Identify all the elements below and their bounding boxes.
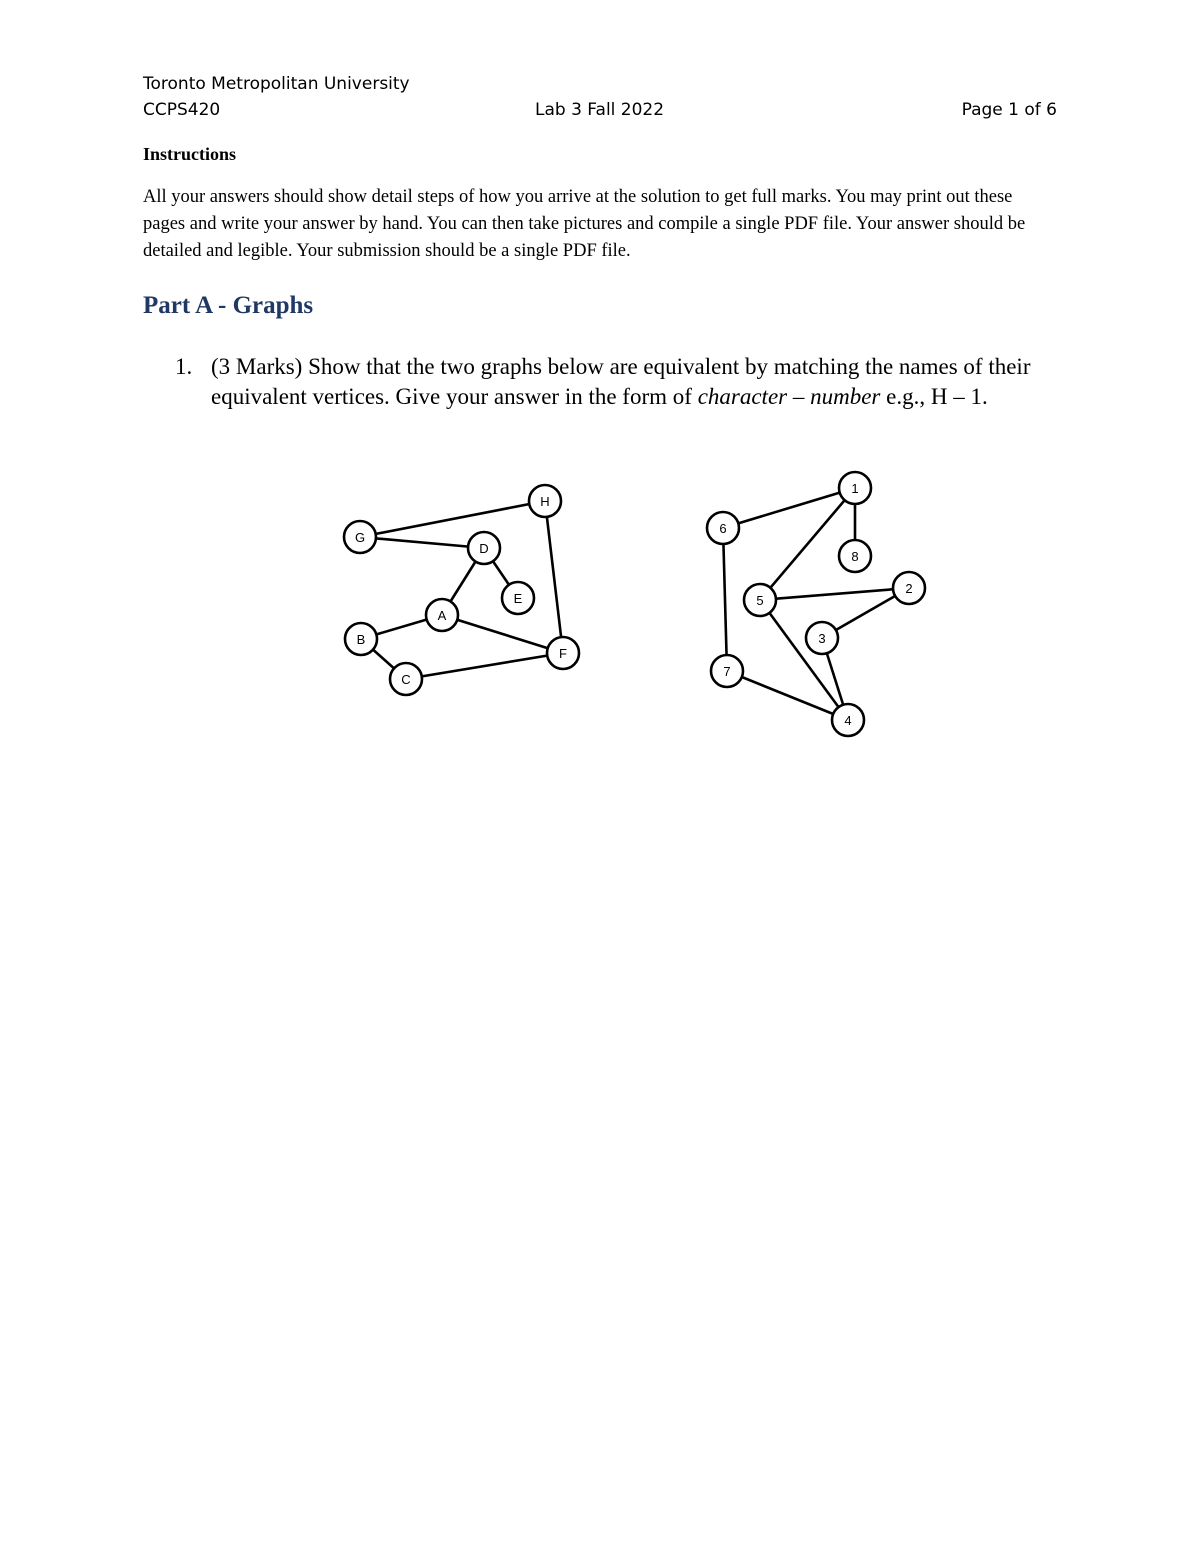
graph-right-node-label-1: 1: [851, 481, 859, 496]
graph-left-edge-A-F: [442, 615, 563, 653]
question-1-end-text: e.g., H – 1.: [880, 384, 988, 409]
graph-left-node-label-G: G: [354, 530, 366, 545]
graph-left-node-label-F: F: [559, 646, 567, 661]
graph-left-node-label-B: B: [356, 632, 366, 647]
question-1-main-text: (3 Marks) Show that the two graphs below are equivalent by matching the names of their equivalent vertices. Give your answer in the form of: [211, 354, 1031, 409]
graph-right-node-label-4: 4: [844, 713, 852, 728]
graph-right-node-label-6: 6: [719, 521, 727, 536]
graph-right-node-label-7: 7: [723, 664, 731, 679]
graph-left-node-label-H: H: [540, 494, 550, 509]
graph-right-edge-5-2: [760, 588, 909, 600]
header-lab: Lab 3 Fall 2022: [535, 100, 665, 120]
question-1-dash: –: [787, 384, 811, 409]
graph-right-node-label-5: 5: [756, 593, 764, 608]
graph-left-node-label-C: C: [401, 672, 411, 687]
graph-right-node-label-2: 2: [905, 581, 913, 596]
graph-right-edge-1-5: [760, 488, 855, 600]
instructions-title: Instructions: [143, 144, 237, 164]
graph-left-node-label-D: D: [479, 541, 489, 556]
graph-left-edge-C-F: [406, 653, 563, 679]
graph-right: [707, 472, 925, 736]
question-1-italic-character: character: [697, 384, 788, 409]
graph-left-edge-H-F: [545, 501, 563, 653]
graph-left-node-label-A: A: [437, 608, 447, 623]
graph-right-edge-6-7: [723, 528, 727, 671]
question-1-italic-number: number: [810, 384, 881, 409]
graph-left-edge-G-D: [360, 537, 484, 548]
question-1-number: 1.: [175, 354, 193, 379]
graph-left-edge-G-H: [360, 501, 545, 537]
graph-right-node-label-3: 3: [818, 631, 826, 646]
graph-right-node-label-8: 8: [851, 549, 859, 564]
graph-left: [344, 485, 579, 695]
part-a-title: Part A - Graphs: [143, 292, 314, 319]
header-course: CCPS420: [143, 100, 221, 120]
graph-left-node-label-E: E: [513, 591, 523, 606]
header-university: Toronto Metropolitan University: [143, 74, 410, 94]
graph-right-edge-6-1: [723, 488, 855, 528]
instructions-body: All your answers should show detail steps of how you arrive at the solution to get full marks. You may print out these pages and write your answer by hand. You can then take pictures and compile a single PDF file. Your answer should be detailed and legible. Your submission should be a single PDF file.: [143, 187, 1026, 261]
header-page-number: Page 1 of 6: [961, 100, 1057, 120]
